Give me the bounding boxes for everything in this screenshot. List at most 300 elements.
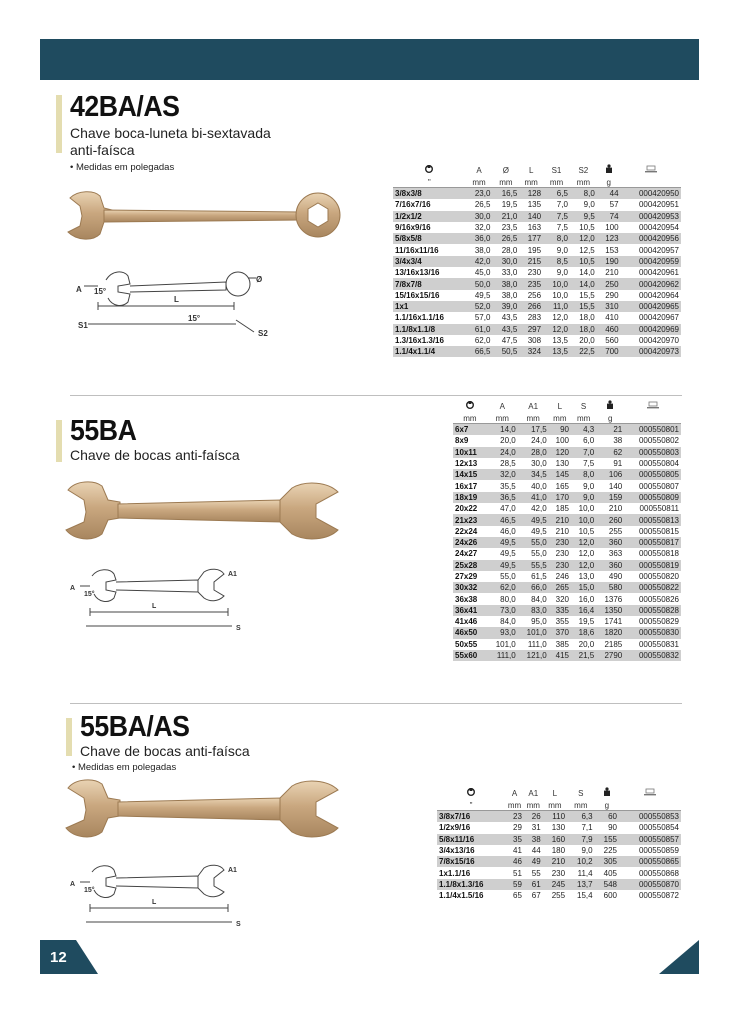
table-row: [393, 211, 681, 222]
table-cell: 410: [597, 312, 621, 323]
table-cell: 1350: [596, 605, 624, 616]
page-number-tab: [40, 940, 98, 974]
table-cell: 335: [549, 605, 571, 616]
unit-label: mm: [574, 801, 588, 810]
table-cell: 000550830: [624, 627, 681, 638]
table-cell: 165: [549, 480, 571, 491]
table-cell: 490: [596, 571, 624, 582]
unit-cell: [505, 798, 524, 811]
table-cell: 14,0: [570, 267, 597, 278]
table-row: [393, 188, 681, 200]
dim-label: S: [236, 625, 241, 632]
table-cell: 8,0: [543, 233, 570, 244]
table-cell: 16,4: [571, 605, 596, 616]
table-cell: 1.1/4x1.1/4: [393, 346, 466, 357]
table-cell: 9,0: [543, 244, 570, 255]
table-cell: 23,0: [466, 188, 493, 200]
table-cell: 110: [543, 811, 567, 823]
table-cell: 255: [543, 890, 567, 901]
table-row: [393, 244, 681, 255]
wrench-size-icon: [466, 788, 476, 796]
table-cell: 6,0: [571, 435, 596, 446]
product-subtitle: Chave de bocas anti-faísca: [70, 447, 240, 463]
spec-table: [437, 786, 681, 901]
table-row: [453, 503, 681, 514]
title-accent: [56, 420, 62, 462]
dim-label: 15°: [84, 591, 95, 598]
table-cell: 246: [549, 571, 571, 582]
table-cell: 000550803: [624, 447, 681, 458]
table-cell: 320: [549, 593, 571, 604]
unit-cell: [571, 411, 596, 424]
table-cell: 000550805: [624, 469, 681, 480]
table-cell: 000550872: [619, 890, 681, 901]
table-cell: 80,0: [487, 593, 518, 604]
table-cell: 3/8x3/8: [393, 188, 466, 200]
table-cell: 49,5: [487, 560, 518, 571]
table-cell: 30,0: [492, 256, 519, 267]
table-cell: 14,0: [487, 424, 518, 436]
unit-label: mm: [526, 414, 540, 423]
header-cell: [466, 163, 493, 175]
unit-cell: [567, 798, 595, 811]
spec-table: [393, 163, 681, 357]
dim-label: 15°: [84, 887, 95, 894]
table-cell: 29: [505, 822, 524, 833]
table-cell: 130: [549, 458, 571, 469]
table-cell: 000550804: [624, 458, 681, 469]
unit-cell: [437, 798, 505, 811]
column-header: A: [499, 402, 505, 411]
unit-cell: [624, 411, 681, 424]
table-cell: 41x46: [453, 616, 487, 627]
unit-label: mm: [526, 801, 540, 810]
unit-cell: [393, 175, 466, 188]
column-header: S2: [578, 166, 589, 175]
table-row: [453, 571, 681, 582]
unit-cell: [543, 798, 567, 811]
table-cell: 41: [505, 845, 524, 856]
table-cell: 95,0: [518, 616, 549, 627]
table-cell: 21x23: [453, 514, 487, 525]
table-cell: 140: [596, 480, 624, 491]
table-cell: 000420970: [621, 335, 681, 346]
weight-icon: [605, 164, 613, 173]
header-cell: [518, 399, 549, 411]
table-cell: 101,0: [487, 639, 518, 650]
table-cell: 000550809: [624, 492, 681, 503]
table-cell: 7,5: [571, 458, 596, 469]
table-cell: 170: [549, 492, 571, 503]
table-cell: 49,5: [518, 514, 549, 525]
table-cell: 5/8x5/8: [393, 233, 466, 244]
wrench-photo: [62, 478, 342, 548]
header-cell: [505, 786, 524, 798]
table-cell: 7,0: [543, 199, 570, 210]
table-cell: 230: [519, 267, 543, 278]
dim-label: S: [236, 921, 241, 928]
table-cell: 580: [596, 582, 624, 593]
header-cell: [543, 163, 570, 175]
table-cell: 65: [505, 890, 524, 901]
table-cell: 210: [543, 856, 567, 867]
table-cell: 20,0: [570, 335, 597, 346]
table-cell: 38,0: [492, 278, 519, 289]
table-cell: 1.1/4x1.5/16: [437, 890, 505, 901]
table-cell: 27x29: [453, 571, 487, 582]
table-cell: 19,5: [571, 616, 596, 627]
header-cell: [567, 786, 595, 798]
table-cell: 360: [596, 560, 624, 571]
table-cell: 11,4: [567, 867, 595, 878]
table-cell: 230: [549, 548, 571, 559]
table-row: [393, 278, 681, 289]
table-cell: 8,0: [571, 469, 596, 480]
table-cell: 10,0: [571, 503, 596, 514]
table-cell: 290: [597, 290, 621, 301]
table-cell: 14,0: [570, 278, 597, 289]
table-cell: 21: [596, 424, 624, 436]
table-cell: 42,0: [518, 503, 549, 514]
table-cell: 28,0: [518, 447, 549, 458]
unit-cell: [597, 175, 621, 188]
table-cell: 55,0: [518, 548, 549, 559]
table-cell: 159: [596, 492, 624, 503]
spec-table: [453, 399, 681, 661]
table-cell: 9,0: [570, 199, 597, 210]
table-cell: 16,0: [571, 593, 596, 604]
header-cell: [597, 163, 621, 175]
table-cell: 55,0: [487, 571, 518, 582]
table-cell: 1/2x9/16: [437, 822, 505, 833]
unit-label: g: [608, 414, 613, 423]
table-cell: 12,0: [571, 548, 596, 559]
table-cell: 700: [597, 346, 621, 357]
table-cell: 24,0: [518, 435, 549, 446]
title-accent: [66, 718, 72, 756]
table-cell: 000550853: [619, 811, 681, 823]
table-cell: 000420969: [621, 324, 681, 335]
table-cell: 160: [543, 834, 567, 845]
table-cell: 7/8x15/16: [437, 856, 505, 867]
table-cell: 67: [524, 890, 543, 901]
table-cell: 15,5: [570, 290, 597, 301]
table-cell: 66,0: [518, 582, 549, 593]
table-cell: 62,0: [466, 335, 493, 346]
table-cell: 50,5: [492, 346, 519, 357]
table-cell: 35,5: [487, 480, 518, 491]
table-cell: 49,5: [466, 290, 493, 301]
table-cell: 266: [519, 301, 543, 312]
table-cell: 195: [519, 244, 543, 255]
table-cell: 57: [597, 199, 621, 210]
unit-label: mm: [553, 414, 567, 423]
unit-cell: [570, 175, 597, 188]
table-cell: 324: [519, 346, 543, 357]
table-cell: 21,5: [571, 650, 596, 661]
table-row: [393, 267, 681, 278]
table-cell: 600: [595, 890, 619, 901]
table-row: [453, 616, 681, 627]
table-cell: 13,5: [543, 346, 570, 357]
table-cell: 16x17: [453, 480, 487, 491]
table-cell: 155: [595, 834, 619, 845]
table-cell: 415: [549, 650, 571, 661]
table-cell: 12,0: [543, 324, 570, 335]
table-cell: 51: [505, 867, 524, 878]
unit-label: mm: [524, 178, 538, 187]
wrench-photo: [62, 776, 342, 846]
table-cell: 34,5: [518, 469, 549, 480]
unit-cell: [453, 411, 487, 424]
table-cell: 163: [519, 222, 543, 233]
unit-label: mm: [472, 178, 486, 187]
unit-cell: [466, 175, 493, 188]
table-cell: 62,0: [487, 582, 518, 593]
table-cell: 000550822: [624, 582, 681, 593]
table-cell: 2790: [596, 650, 624, 661]
column-header: A1: [528, 789, 539, 798]
table-cell: 24x27: [453, 548, 487, 559]
table-cell: 9,5: [570, 211, 597, 222]
table-cell: 32,0: [466, 222, 493, 233]
table-cell: 000550829: [624, 616, 681, 627]
unit-cell: [524, 798, 543, 811]
unit-cell: [549, 411, 571, 424]
table-row: [453, 447, 681, 458]
table-row: [393, 324, 681, 335]
table-cell: 5/8x11/16: [437, 834, 505, 845]
table-row: [437, 834, 681, 845]
dim-label: 15°: [94, 287, 107, 296]
table-cell: 55: [524, 867, 543, 878]
dim-label: 15°: [188, 314, 201, 323]
table-cell: 000550820: [624, 571, 681, 582]
table-cell: 100: [549, 435, 571, 446]
table-cell: 000550832: [624, 650, 681, 661]
table-row: [437, 811, 681, 823]
table-cell: 260: [596, 514, 624, 525]
table-row: [437, 879, 681, 890]
table-cell: 21,0: [492, 211, 519, 222]
table-cell: 38: [524, 834, 543, 845]
column-header: S: [580, 402, 587, 411]
product-subtitle: [70, 125, 271, 159]
table-cell: 000420959: [621, 256, 681, 267]
header-cell: [453, 399, 487, 411]
table-cell: 9,0: [571, 480, 596, 491]
table-cell: 36x41: [453, 605, 487, 616]
table-cell: 000550857: [619, 834, 681, 845]
dim-label: L: [152, 603, 157, 610]
product-title: 55BA/AS: [80, 711, 190, 743]
table-cell: 12,0: [571, 537, 596, 548]
table-cell: 47,5: [492, 335, 519, 346]
unit-label: g: [606, 178, 611, 187]
table-cell: 145: [549, 469, 571, 480]
table-cell: 18x19: [453, 492, 487, 503]
header-cell: [595, 786, 619, 798]
table-cell: 28,5: [487, 458, 518, 469]
header-cell: [619, 786, 681, 798]
table-cell: 1.1/8x1.1/8: [393, 324, 466, 335]
table-row: [393, 199, 681, 210]
product-subtitle: Chave de bocas anti-faísca: [80, 743, 250, 759]
table-cell: 17,5: [518, 424, 549, 436]
table-cell: 000550817: [624, 537, 681, 548]
table-row: [453, 582, 681, 593]
table-cell: 10,0: [543, 290, 570, 301]
table-cell: 12x13: [453, 458, 487, 469]
table-cell: 15,5: [570, 301, 597, 312]
table-cell: 370: [549, 627, 571, 638]
unit-label: mm: [499, 178, 513, 187]
table-cell: 22,5: [570, 346, 597, 357]
table-cell: 8x9: [453, 435, 487, 446]
table-cell: 19,5: [492, 199, 519, 210]
table-cell: 305: [595, 856, 619, 867]
table-cell: 23,5: [492, 222, 519, 233]
table-row: [453, 560, 681, 571]
unit-cell: [619, 798, 681, 811]
table-cell: 7/8x7/8: [393, 278, 466, 289]
table-cell: 548: [595, 879, 619, 890]
table-cell: 000550831: [624, 639, 681, 650]
table-cell: 100: [597, 222, 621, 233]
table-cell: 360: [596, 537, 624, 548]
table-row: [393, 290, 681, 301]
table-cell: 7,9: [567, 834, 595, 845]
unit-cell: [543, 175, 570, 188]
unit-label: mm: [507, 801, 522, 810]
table-cell: 000420950: [621, 188, 681, 200]
header-cell: [621, 163, 681, 175]
dim-label: L: [152, 899, 157, 906]
table-cell: 3/8x7/16: [437, 811, 505, 823]
dim-label: A: [70, 585, 76, 592]
table-cell: 177: [519, 233, 543, 244]
table-cell: 38: [596, 435, 624, 446]
table-cell: 000550859: [619, 845, 681, 856]
table-cell: 000550854: [619, 822, 681, 833]
table-cell: 61: [524, 879, 543, 890]
table-cell: 35: [505, 834, 524, 845]
table-cell: 60: [595, 811, 619, 823]
table-cell: 297: [519, 324, 543, 335]
header-cell: [524, 786, 543, 798]
table-cell: 11/16x11/16: [393, 244, 466, 255]
table-cell: 3/4x13/16: [437, 845, 505, 856]
table-cell: 225: [595, 845, 619, 856]
table-cell: 26,5: [466, 199, 493, 210]
table-cell: 111,0: [487, 650, 518, 661]
table-cell: 1.3/16x1.3/16: [393, 335, 466, 346]
dim-label: A1: [228, 571, 237, 578]
table-row: [453, 424, 681, 436]
column-header: S: [578, 789, 584, 798]
technical-drawing: [60, 858, 250, 930]
table-cell: 61,5: [518, 571, 549, 582]
table-cell: 66,5: [466, 346, 493, 357]
unit-cell: [487, 411, 518, 424]
table-cell: 62: [596, 447, 624, 458]
table-cell: 74: [597, 211, 621, 222]
table-cell: 55,0: [518, 537, 549, 548]
units-note: • Medidas em polegadas: [70, 162, 175, 173]
table-cell: 30,0: [466, 211, 493, 222]
table-cell: 000420965: [621, 301, 681, 312]
table-cell: 38,0: [466, 244, 493, 255]
table-row: [453, 480, 681, 491]
table-cell: 4,3: [571, 424, 596, 436]
table-row: [453, 639, 681, 650]
table-cell: 22x24: [453, 526, 487, 537]
table-row: [393, 335, 681, 346]
table-cell: 41,0: [518, 492, 549, 503]
table-cell: 49: [524, 856, 543, 867]
table-cell: 12,5: [570, 244, 597, 255]
table-cell: 230: [543, 867, 567, 878]
dim-label: A1: [228, 867, 237, 874]
table-cell: 49,5: [518, 526, 549, 537]
table-row: [453, 593, 681, 604]
table-cell: 9/16x9/16: [393, 222, 466, 233]
table-cell: 15,4: [567, 890, 595, 901]
table-cell: 46x50: [453, 627, 487, 638]
table-cell: 36,0: [466, 233, 493, 244]
table-cell: 000550870: [619, 879, 681, 890]
table-cell: 230: [549, 537, 571, 548]
table-cell: 11,0: [543, 301, 570, 312]
table-header-row: [437, 786, 681, 798]
table-cell: 12,0: [570, 233, 597, 244]
table-cell: 10,0: [571, 514, 596, 525]
table-cell: 33,0: [492, 267, 519, 278]
table-cell: 1x1.1/16: [437, 867, 505, 878]
table-cell: 49,5: [487, 548, 518, 559]
table-cell: 13,0: [571, 571, 596, 582]
dim-label: Ø: [256, 275, 263, 284]
table-cell: 1.1/16x1.1/16: [393, 312, 466, 323]
dim-label: S2: [258, 329, 268, 338]
table-cell: 46,0: [487, 526, 518, 537]
column-header: L: [528, 166, 534, 175]
table-cell: 000550807: [624, 480, 681, 491]
header-cell: [487, 399, 518, 411]
table-cell: 128: [519, 188, 543, 200]
table-cell: 283: [519, 312, 543, 323]
table-units-row: [453, 411, 681, 424]
table-cell: 130: [543, 822, 567, 833]
table-row: [453, 526, 681, 537]
table-cell: 180: [543, 845, 567, 856]
table-cell: 9,0: [567, 845, 595, 856]
table-units-row: [437, 798, 681, 811]
unit-label: mm: [463, 414, 477, 423]
table-cell: 84,0: [487, 616, 518, 627]
table-cell: 31: [524, 822, 543, 833]
table-cell: 36,5: [487, 492, 518, 503]
table-cell: 000550811: [624, 503, 681, 514]
table-cell: 46,5: [487, 514, 518, 525]
table-cell: 38,0: [492, 290, 519, 301]
page-number: 12: [50, 949, 67, 966]
table-cell: 000420953: [621, 211, 681, 222]
table-cell: 000420951: [621, 199, 681, 210]
table-cell: 36x38: [453, 593, 487, 604]
table-cell: 9,0: [543, 267, 570, 278]
table-cell: 6,5: [543, 188, 570, 200]
